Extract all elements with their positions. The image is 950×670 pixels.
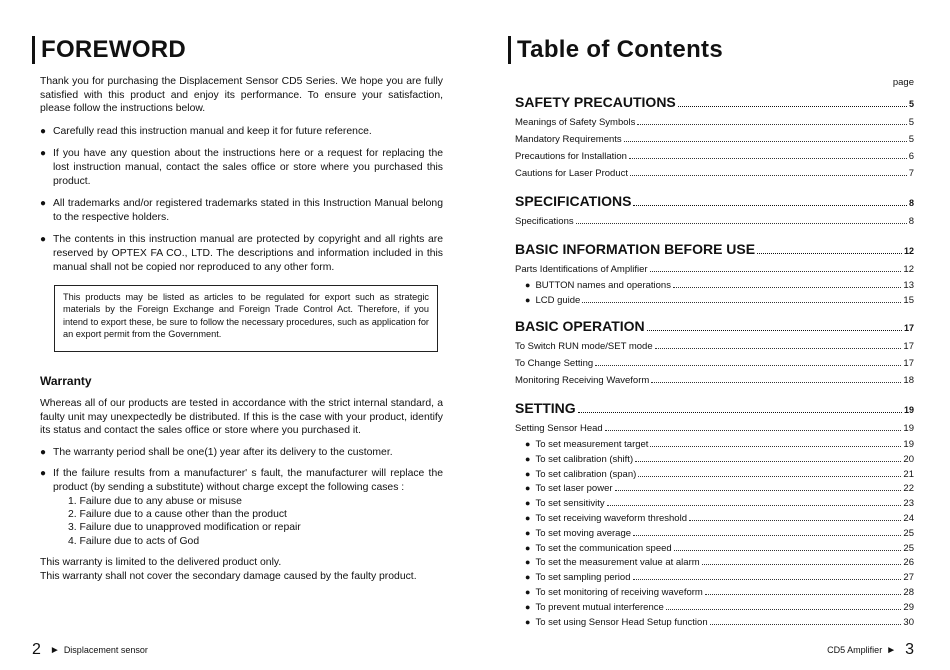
bullet-icon: ● — [40, 125, 47, 137]
toc-item[interactable] — [515, 165, 914, 182]
toc-page-number: 7 — [908, 168, 914, 179]
foreword-bullet: ● Carefully read this instruction manual and keep it for future reference. — [40, 125, 372, 137]
toc-page-number: 17 — [903, 341, 914, 352]
export-notice-box: This products may be listed as articles to be regulated for export such as strategic materials by the Foreign Exchange and Foreign Trade Control Act. Therefore, if you intend to export these, be sure to follow the necessary procedures, such as application for an export permit from the Government. — [54, 285, 438, 352]
toc-item-label: To set sampling period — [535, 572, 631, 584]
toc-item-label: To set using Sensor Head Setup function — [535, 616, 708, 628]
toc-section-title: SETTING — [515, 400, 576, 416]
toc-section — [515, 400, 914, 629]
leader-dots — [629, 158, 907, 159]
toc-item-label: To set monitoring of receiving waveform — [535, 586, 703, 598]
warranty-body — [40, 397, 443, 583]
toc-section-heading[interactable] — [515, 400, 914, 418]
toc-item[interactable] — [515, 372, 914, 389]
bullet-icon: ● — [525, 586, 531, 597]
warranty-case: 2. Failure due to a cause other than the product — [68, 508, 287, 520]
bullet-icon: ● — [525, 616, 531, 627]
leader-dots — [607, 505, 902, 506]
toc-subitem[interactable] — [515, 615, 914, 630]
toc-page-number: 5 — [908, 99, 914, 109]
bullet-icon: ● — [40, 198, 47, 210]
leader-dots — [650, 271, 902, 272]
bullet-icon: ● — [40, 446, 47, 458]
toc-page-number: 29 — [903, 601, 914, 613]
toc-item-label: To prevent mutual interference — [535, 601, 664, 613]
toc-page-number: 17 — [903, 323, 914, 333]
leader-dots — [615, 490, 902, 491]
leader-dots — [633, 205, 907, 206]
leader-dots — [647, 330, 902, 331]
bullet-icon: ● — [525, 483, 531, 494]
toc-page-number: 24 — [903, 512, 914, 524]
toc-subitem[interactable] — [515, 437, 914, 452]
foreword-intro: Thank you for purchasing the Displacement Sensor CD5 Series. We hope you are fully satisfied with this product and enjoy its performance. To ensure your satisfaction, please follow the instructions below. — [40, 76, 443, 115]
page-number: 2 — [32, 641, 41, 658]
toc-item-label: Cautions for Laser Product — [515, 168, 629, 179]
warranty-case: 4. Failure due to acts of God — [68, 535, 200, 547]
toc-page-number: 5 — [908, 134, 914, 145]
toc-item-label: Setting Sensor Head — [515, 423, 603, 434]
footer-label: Displacement sensor — [63, 645, 148, 655]
warranty-closing-2: This warranty shall not cover the secondary damage caused by the faulty product. — [40, 570, 417, 582]
toc-page-number: 17 — [903, 358, 914, 369]
toc-subitem[interactable] — [515, 526, 914, 541]
leader-dots — [624, 141, 907, 142]
toc-title: Table of Contents — [508, 36, 723, 64]
toc-subitem[interactable] — [515, 278, 914, 293]
warranty-cases-list — [53, 495, 443, 549]
toc-item-label: To set calibration (shift) — [535, 453, 634, 465]
toc-item[interactable] — [515, 148, 914, 165]
toc-page-number: 12 — [903, 246, 914, 256]
foreword-title: FOREWORD — [32, 36, 186, 64]
bullet-icon: ● — [525, 572, 531, 583]
toc-subitem[interactable] — [515, 467, 914, 482]
bullet-icon: ● — [40, 148, 47, 160]
leader-dots — [578, 412, 902, 413]
toc-section-heading[interactable] — [515, 193, 914, 211]
toc-item[interactable] — [515, 131, 914, 148]
bullet-icon: ● — [40, 468, 47, 480]
leader-dots — [678, 106, 907, 107]
toc-item-label: To set the communication speed — [535, 542, 672, 554]
toc-subitem[interactable] — [515, 570, 914, 585]
bullet-icon: ● — [525, 453, 531, 464]
toc-subitem[interactable] — [515, 511, 914, 526]
arrow-right-icon: ► — [49, 644, 60, 656]
toc-section-title: SAFETY PRECAUTIONS — [515, 94, 676, 110]
toc-section — [515, 318, 914, 389]
toc-page-column-label: page — [892, 77, 914, 88]
toc-item-label: Mandatory Requirements — [515, 134, 622, 145]
toc-page-number: 20 — [903, 453, 914, 465]
leader-dots — [605, 430, 902, 431]
bullet-icon: ● — [525, 601, 531, 612]
toc-item[interactable] — [515, 420, 914, 437]
toc-subitem[interactable] — [515, 293, 914, 308]
toc-section-heading[interactable] — [515, 94, 914, 112]
toc-page-number: 19 — [903, 405, 914, 415]
toc-page-number: 27 — [903, 572, 914, 584]
foreword-body — [40, 75, 443, 274]
toc-item[interactable] — [515, 261, 914, 278]
toc-page-number: 19 — [903, 423, 914, 434]
toc-item[interactable] — [515, 213, 914, 230]
bullet-icon: ● — [525, 542, 531, 553]
toc-section-title: BASIC INFORMATION BEFORE USE — [515, 241, 756, 257]
foreword-page — [0, 0, 470, 670]
toc-item-label: To set measurement target — [535, 439, 649, 450]
leader-dots — [633, 579, 902, 580]
toc-section-heading[interactable] — [515, 241, 914, 259]
toc-page-number: 22 — [903, 483, 914, 495]
leader-dots — [650, 446, 901, 447]
leader-dots — [651, 382, 901, 383]
leader-dots — [635, 461, 901, 462]
toc-page-number: 18 — [903, 375, 914, 386]
leader-dots — [595, 365, 901, 366]
page-number: 3 — [905, 641, 914, 658]
toc-subitem[interactable] — [515, 481, 914, 496]
toc-item-label: BUTTON names and operations — [535, 280, 671, 291]
bullet-icon: ● — [525, 557, 531, 568]
bullet-icon: ● — [40, 234, 47, 246]
toc-page-number: 30 — [903, 616, 914, 628]
leader-dots — [674, 550, 902, 551]
leader-dots — [638, 476, 901, 477]
warranty-bullet: ● If the failure results from a manufacturer' s fault, the manufacturer will replace the product (by sending a substitute) without charge except the following cases : 1. Failure due to any abuse or misuse 2. Failure due to a cause other than the product 3. Failure due to unapproved modification or repair 4. Failure due to acts of God — [40, 468, 443, 547]
bullet-icon: ● — [525, 512, 531, 523]
toc-page-number: 6 — [908, 151, 914, 162]
toc-page-number: 19 — [903, 439, 914, 450]
toc-item-label: Parts Identifications of Amplifier — [515, 264, 648, 275]
toc-item-label: To set receiving waveform threshold — [535, 512, 687, 524]
toc-section — [515, 94, 914, 182]
toc-section-title: BASIC OPERATION — [515, 318, 645, 334]
toc-page — [475, 0, 950, 670]
leader-dots — [630, 175, 907, 176]
leader-dots — [576, 223, 907, 224]
leader-dots — [702, 564, 902, 565]
toc-page-number: 13 — [903, 280, 914, 291]
leader-dots — [655, 348, 902, 349]
toc-subitem[interactable] — [515, 600, 914, 615]
leader-dots — [582, 302, 901, 303]
leader-dots — [637, 124, 906, 125]
leader-dots — [705, 594, 902, 595]
toc-item-label: To set laser power — [535, 483, 613, 495]
toc-page-number: 26 — [903, 557, 914, 569]
footer-label: CD5 Amplifier — [827, 645, 883, 655]
toc-section-heading[interactable] — [515, 318, 914, 336]
foreword-bullet: ● The contents in this instruction manual are protected by copyright and all rights are reserved by OPTEX FA CO., LTD. The descriptions and information included in this manual shall not be copied nor reproduced to any other form. — [40, 234, 443, 273]
toc-page-number: 8 — [908, 198, 914, 208]
footer-left — [32, 641, 148, 659]
toc-item-label: To Change Setting — [515, 358, 594, 369]
toc-page-number: 28 — [903, 586, 914, 598]
warranty-closing-1: This warranty is limited to the delivered product only. — [40, 557, 282, 569]
toc-item-label: Meanings of Safety Symbols — [515, 117, 636, 128]
foreword-bullet: ● If you have any question about the instructions here or a request for replacing the lost instruction manual, contact the sales office or store where you purchased this product. — [40, 148, 443, 187]
bullet-icon: ● — [525, 468, 531, 479]
toc-page-number: 15 — [903, 294, 914, 306]
toc-item-label: Specifications — [515, 216, 574, 227]
toc-section — [515, 241, 914, 308]
leader-dots — [633, 535, 901, 536]
warranty-heading: Warranty — [40, 374, 92, 388]
toc-subitem[interactable] — [515, 541, 914, 556]
toc-item-label: To set sensitivity — [535, 498, 605, 510]
toc-page-number: 5 — [908, 117, 914, 128]
bullet-icon: ● — [525, 439, 531, 449]
warranty-bullet: ● The warranty period shall be one(1) year after its delivery to the customer. — [40, 446, 393, 458]
toc-page-number: 21 — [903, 468, 914, 480]
toc-item-label: Monitoring Receiving Waveform — [515, 375, 650, 386]
toc-item[interactable] — [515, 114, 914, 131]
toc-item-label: To set calibration (span) — [535, 468, 637, 480]
toc-section — [515, 193, 914, 230]
toc-subitem[interactable] — [515, 585, 914, 600]
toc-page-number: 25 — [903, 527, 914, 539]
toc-page-number: 12 — [903, 264, 914, 275]
leader-dots — [689, 520, 901, 521]
toc-subitem[interactable] — [515, 496, 914, 511]
bullet-icon: ● — [525, 280, 531, 290]
toc-page-number: 23 — [903, 498, 914, 510]
warranty-case: 3. Failure due to unapproved modification or repair — [68, 522, 301, 534]
bullet-icon: ● — [525, 527, 531, 538]
toc-item-label: To Switch RUN mode/SET mode — [515, 341, 653, 352]
toc-item-label: LCD guide — [535, 294, 581, 306]
leader-dots — [757, 253, 902, 254]
toc-subitem[interactable] — [515, 452, 914, 467]
toc-page-number: 25 — [903, 542, 914, 554]
warranty-case: 1. Failure due to any abuse or misuse — [68, 495, 242, 507]
arrow-right-icon: ► — [886, 644, 897, 656]
bullet-icon: ● — [525, 498, 531, 509]
toc-item[interactable] — [515, 355, 914, 372]
leader-dots — [710, 624, 902, 625]
toc-item-label: Precautions for Installation — [515, 151, 627, 162]
toc-item-label: To set moving average — [535, 527, 632, 539]
warranty-intro: Whereas all of our products are tested in accordance with the strict internal standard, a faulty unit may unexpectedly be distributed. If this is the case with your product, identify its status and contact the sales office or store where you purchased it. — [40, 398, 443, 437]
leader-dots — [673, 287, 901, 288]
bullet-icon: ● — [525, 294, 531, 305]
toc-subitem[interactable] — [515, 555, 914, 570]
toc-section-title: SPECIFICATIONS — [515, 193, 632, 209]
toc-item[interactable] — [515, 338, 914, 355]
toc-item-label: To set the measurement value at alarm — [535, 557, 700, 569]
toc-page-number: 8 — [908, 216, 914, 227]
footer-right — [827, 641, 914, 659]
foreword-bullet: ● All trademarks and/or registered trademarks stated in this Instruction Manual belong to the respective holders. — [40, 198, 443, 223]
leader-dots — [666, 609, 902, 610]
